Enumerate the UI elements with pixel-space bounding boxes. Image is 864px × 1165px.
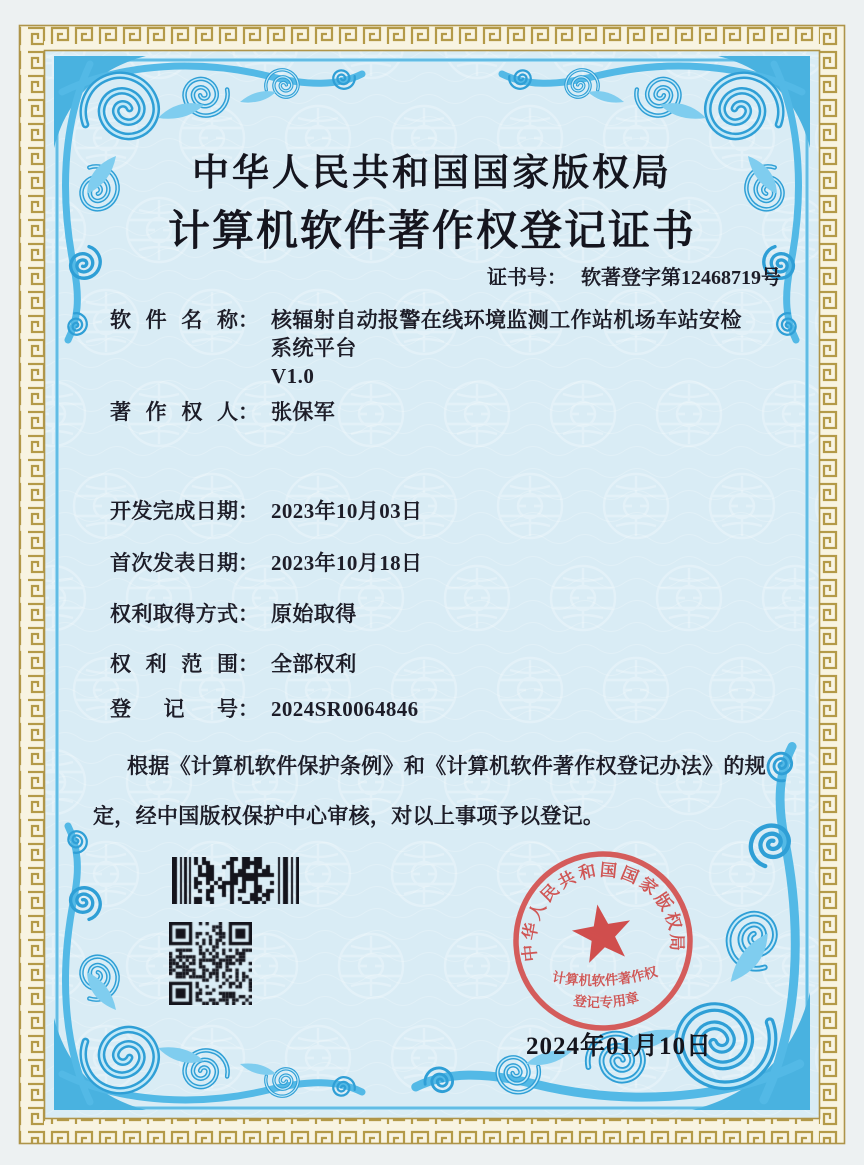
- certificate-title: 计算机软件著作权登记证书: [167, 209, 696, 255]
- registration-statement: 根据《计算机软件保护条例》和《计算机软件著作权登记办法》的规定，经中国版权保护中心审核，对以上事项予以登记。: [93, 754, 766, 828]
- field-row-dev-completion-date: [110, 497, 423, 525]
- field-label: 著作权人: [110, 400, 238, 424]
- field-row-rights-acquisition-method: [110, 600, 357, 628]
- svg-text:登记专用章: [571, 988, 641, 1011]
- field-value: [271, 306, 763, 390]
- field-colon: ：: [238, 652, 259, 676]
- field-colon: ：: [238, 697, 259, 721]
- certificate-number-value: 软著登字第12468719号: [581, 267, 781, 289]
- field-colon: ：: [238, 551, 259, 575]
- certificate-number-label: 证书号：: [487, 267, 567, 289]
- field-value: 2024SR0064846: [271, 697, 419, 721]
- field-value: 全部权利: [271, 652, 357, 676]
- field-value: 原始取得: [271, 602, 357, 626]
- certificate-number: [487, 261, 781, 290]
- qr-code: [169, 922, 252, 1005]
- field-label: 登记号: [110, 697, 238, 721]
- field-row-rights-scope: [110, 650, 357, 678]
- field-value: 2023年10月03日: [271, 499, 423, 523]
- field-label: 首次发表日期: [110, 551, 238, 575]
- field-label: 软件名称: [110, 308, 238, 332]
- field-colon: ：: [238, 499, 259, 523]
- field-row-copyright-owner: [110, 398, 336, 426]
- field-colon: ：: [238, 308, 259, 332]
- field-row-first-publication-date: [110, 549, 423, 577]
- field-row-software-name: [110, 306, 742, 388]
- field-colon: ：: [238, 400, 259, 424]
- svg-text:计算机软件著作权: [550, 963, 660, 991]
- seal-line1: 计算机软件著作权: [551, 964, 660, 989]
- official-seal: [492, 830, 714, 1052]
- issuer-title: 中华人民共和国国家版权局: [192, 153, 672, 194]
- field-label: 权利取得方式: [110, 602, 238, 626]
- field-value: 2023年10月18日: [271, 551, 423, 575]
- issue-date: 2024年01月10日: [526, 1033, 713, 1060]
- field-row-registration-number: [110, 695, 419, 723]
- field-colon: ：: [238, 602, 259, 626]
- seal-line2: 登记专用章: [572, 989, 641, 1011]
- software-version: V1.0: [271, 364, 315, 388]
- barcode: [172, 857, 299, 904]
- field-label: 开发完成日期: [110, 499, 238, 523]
- seal-ring-text: 中华人民共和国国家版权局: [519, 860, 687, 963]
- software-name: 核辐射自动报警在线环境监测工作站机场车站安检系统平台: [271, 308, 742, 360]
- seal-star-icon: [568, 899, 636, 964]
- field-value: 张保军: [271, 400, 336, 424]
- field-label: 权利范围: [110, 652, 238, 676]
